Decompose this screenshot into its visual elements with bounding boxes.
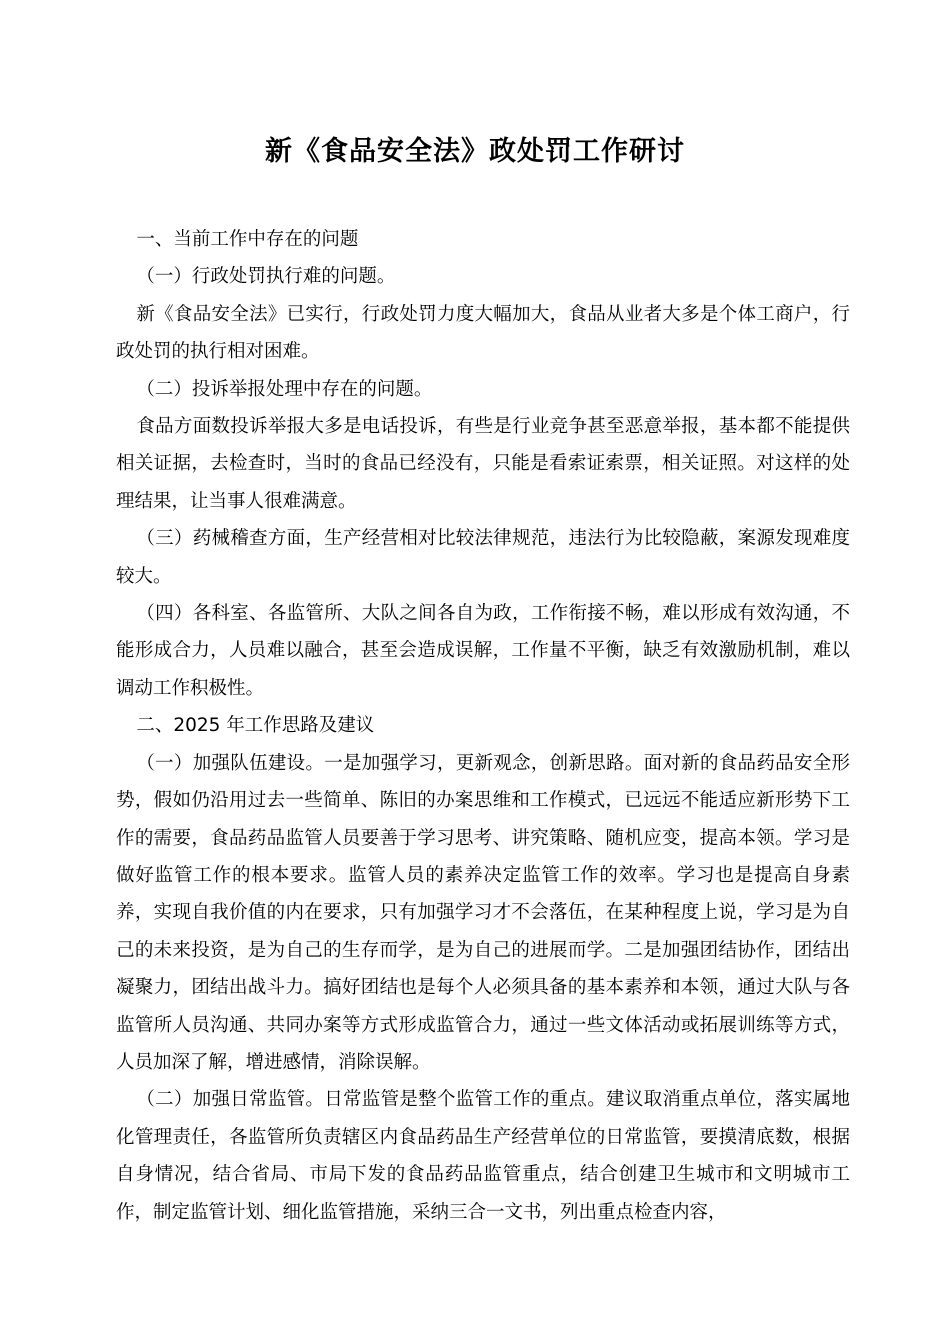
paragraph-complaints: 食品方面数投诉举报大多是电话投诉，有些是行业竞争甚至恶意举报，基本都不能提供相关证据，去检查时，当时的食品已经没有，只能是看索证索票，相关证照。对这样的处理结果，让当事人很难满意。 — [116, 416, 850, 512]
subheading-complaints: （二）投诉举报处理中存在的问题。 — [136, 378, 433, 400]
paragraph-coordination: （四）各科室、各监管所、大队之间各自为政，工作衔接不畅，难以形成有效沟通，不能形成合力，人员难以融合，甚至会造成误解，工作量不平衡，缺乏有效激励机制，难以调动工作积极性。 — [116, 603, 850, 699]
paragraph-team-building: （一）加强队伍建设。一是加强学习，更新观念，创新思路。面对新的食品药品安全形势，假如仍沿用过去一些简单、陈旧的办案思维和工作模式，已远远不能适应新形势下工作的需要，食品药品监管人员要善于学习思考、讲究策略、随机应变，提高本领。学习是做好监管工作的根本要求。监管人员的素养决定监管工作的效率。学习也是提高自身素养，实现自我价值的内在要求，只有加强学习才不会落伍，在某种程度上说，学习是为自己的未来投资，是为自己的生存而学，是为自己的进展而学。二是加强团结协作，团结出凝聚力，团结出战斗力。搞好团结也是每个人必须具备的基本素养和本领，通过大队与各监管所人员沟通、共同办案等方式形成监管合力，通过一些文体活动或拓展训练等方式，人员加深了解，增进感情，消除误解。 — [116, 752, 850, 1073]
paragraph-penalty-enforcement: 新《食品安全法》已实行，行政处罚力度大幅加大，食品从业者大多是个体工商户，行政处罚的执行相对困难。 — [116, 303, 850, 363]
paragraph-drug-inspection: （三）药械稽查方面，生产经营相对比较法律规范，违法行为比较隐蔽，案源发现难度较大。 — [116, 528, 850, 587]
section-heading-suggestions: 二、2025 年工作思路及建议 — [136, 715, 375, 737]
document-body — [116, 221, 850, 1231]
paragraph-daily-supervision: （二）加强日常监管。日常监管是整个监管工作的重点。建议取消重点单位，落实属地化管理责任，各监管所负责辖区内食品药品生产经营单位的日常监管，要摸清底数，根据自身情况，结合省局、市局下发的食品药品监管重点，结合创建卫生城市和文明城市工作，制定监管计划、细化监管措施，采纳三合一文书，列出重点检查内容， — [116, 1089, 850, 1223]
document-title: 新《食品安全法》政处罚工作研讨 — [265, 136, 685, 167]
subheading-penalty-enforcement: （一）行政处罚执行难的问题。 — [136, 266, 396, 288]
section-heading-problems: 一、当前工作中存在的问题 — [136, 229, 359, 250]
